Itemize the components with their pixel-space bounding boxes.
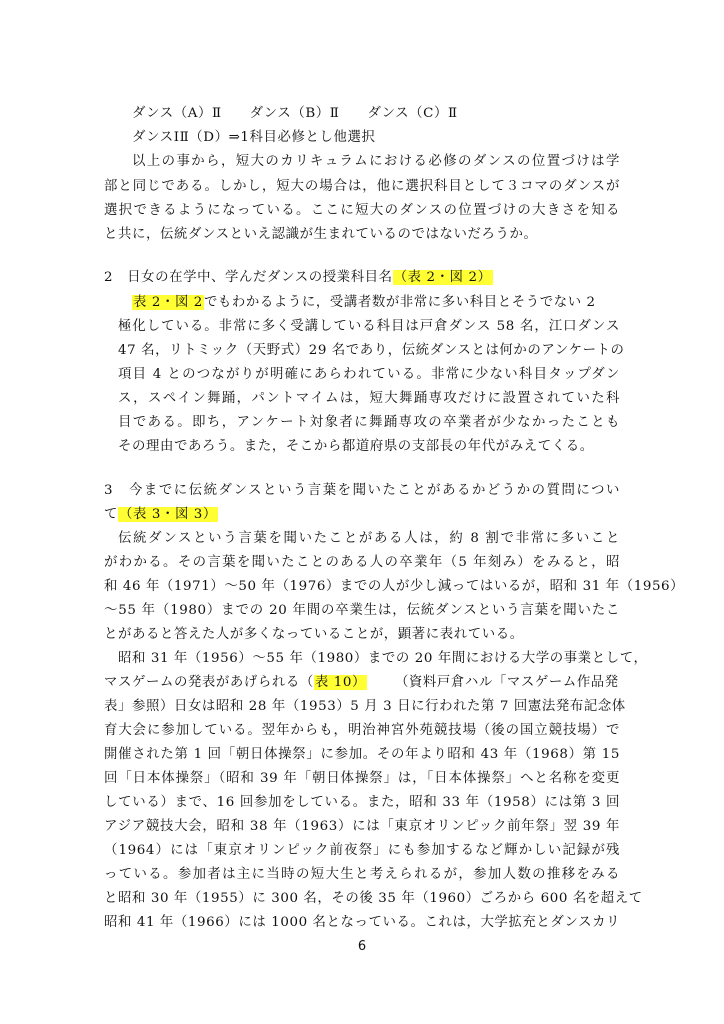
paragraph-line: 育大会に参加している。翌年からも，明治神宮外苑競技場（後の国立競技場）で (104, 723, 620, 738)
section-2-heading-text: 2 日女の在学中、学んだダンスの授業科目名 (104, 270, 393, 285)
paragraph-line: 昭和 31 年（1956）～55 年（1980）までの 20 年間における大学の事業として， (118, 651, 648, 666)
paragraph-line: 目である。即ち，アンケート対象者に舞踊専攻の卒業者が少なかったことも (118, 415, 620, 430)
paragraph-line: その理由であろう。また，そこから都道府県の支部長の年代がみえてくる。 (118, 439, 594, 454)
section-2-first-line (132, 293, 620, 313)
paragraph-line: 伝統ダンスという言葉を聞いたことがある人は，約 8 割で非常に多いこと (118, 531, 620, 546)
paragraph-line: アジア競技大会，昭和 38 年（1963）には「東京オリンピック前年祭」翌 39 年 (104, 819, 620, 834)
section-3-heading-highlight: （表 3・図 3） (119, 507, 217, 522)
section-2-heading-highlight: （表 2・図 2） (393, 270, 492, 285)
paragraph-line: 開催された第 1 回「朝日体操祭」に参加。その年より昭和 43 年（1968）第 15 (104, 747, 620, 762)
paragraph-line: がわかる。その言葉を聞いたことのある人の卒業年（5 年刻み）をみると，昭 (104, 555, 620, 570)
paragraph-line: 表」参照）日女は昭和 28 年（1953）5 月 3 日に行われた第 7 回憲法発布記念体 (104, 699, 626, 714)
paragraph-line: とがあると答えた人が多くなっていることが，顕著に表れている。 (104, 627, 524, 642)
paragraph-line: 昭和 41 年（1966）には 1000 名となっている。これは，大学拡充とダンスカリ (104, 915, 621, 930)
table-10-highlight: 表 10） (314, 675, 366, 690)
figure-reference-highlight: 表 2・図 2 (133, 295, 203, 310)
paragraph-line: と共に，伝統ダンスといえ認識が生まれているのではないだろうか。 (104, 227, 538, 242)
section-3-heading-cont (104, 505, 620, 525)
mass-game-source: （資料戸倉ハル「マスゲーム作品発 (394, 675, 619, 690)
paragraph-line: している）まで、16 回参加をしている。また，昭和 33 年（1958）には第 3 回 (104, 795, 620, 810)
mass-game-line (104, 673, 620, 693)
paragraph-line: 部と同じである。しかし，短大の場合は，他に選択科目として３コマのダンスが (104, 179, 620, 194)
section-3-heading: 3 今までに伝統ダンスという言葉を聞いたことがあるかどうかの質問につい (104, 483, 620, 498)
paragraph-line: 選択できるようになっている。ここに短大のダンスの位置づけの大きさを知る (104, 203, 620, 218)
course-list-line: ダンス（A）Ⅱ ダンス（B）Ⅱ ダンス（C）Ⅱ (132, 106, 458, 121)
paragraph-line: 和 46 年（1971）～50 年（1976）までの人が少し減ってはいるが，昭和 31 年（1956） (104, 579, 685, 594)
paragraph-line: （1964）には「東京オリンピック前夜祭」にも参加するなど輝かしい記録が残 (104, 843, 620, 858)
paragraph-line: と昭和 30 年（1955）に 300 名，その後 35 年（1960）ごろから 600 名を超えて (104, 891, 643, 906)
paragraph-line: ス，スペイン舞踊，パントマイムは，短大舞踊専攻だけに設置されていた科 (118, 391, 620, 406)
paragraph-line: 回「日本体操祭」（昭和 39 年「朝日体操祭」は，「日本体操祭」へと名称を変更 (104, 771, 620, 786)
section-2-heading (104, 268, 620, 288)
paragraph-line: 47 名，リトミック（天野式）29 名であり，伝統ダンスとは何かのアンケートの (118, 343, 625, 358)
section-3-heading-cont-text: て (104, 507, 118, 522)
paragraph-line: 項目 4 とのつながりが明確にあらわれている。非常に少ない科目タップダン (118, 367, 620, 382)
section-2-first-text: でもわかるように，受講者数が非常に多い科目とそうでない 2 (203, 295, 596, 310)
paragraph-line: ～55 年（1980）までの 20 年間の卒業生は，伝統ダンスという言葉を聞いたこ (104, 603, 620, 618)
paragraph-line: 以上の事から，短大のカリキュラムにおける必修のダンスの位置づけは学 (132, 154, 620, 169)
paragraph-line: 極化している。非常に多く受講している科目は戸倉ダンス 58 名，江口ダンス (118, 319, 620, 334)
paragraph-line: っている。参加者は主に当時の短大生と考えられるが，参加人数の推移をみる (104, 867, 620, 882)
course-rule-line: ダンスⅠⅡ（D）⇒1科目必修とし他選択 (132, 130, 376, 145)
page-number: 6 (357, 939, 367, 954)
mass-game-text: マスゲームの発表があげられる（ (104, 675, 314, 690)
